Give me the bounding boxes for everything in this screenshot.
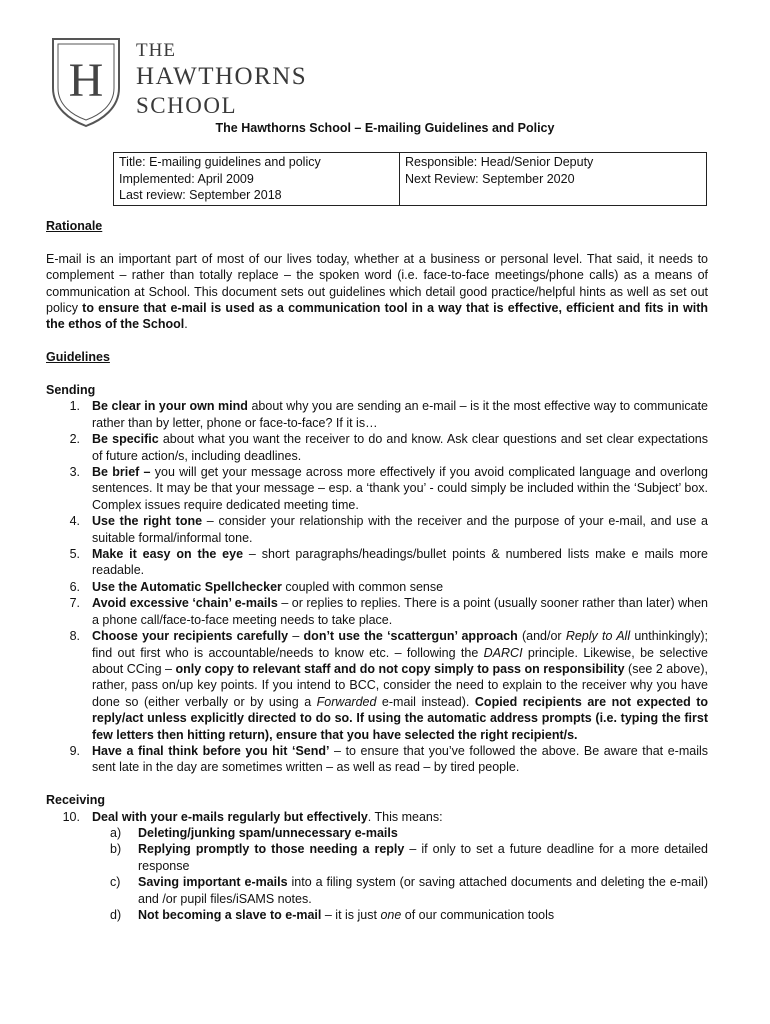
list-item: 6. Use the Automatic Spellchecker coupled with common sense: [69, 579, 444, 594]
list-item: 7. Avoid excessive ‘chain’ e-mails – or replies to replies. There is a point (usually sooner rather than later) when a phone call/face-to-face meeting needs to take place.: [69, 596, 709, 627]
sending-list: [46, 398, 708, 775]
policy-info-table: [113, 152, 707, 206]
school-crest-icon: [50, 36, 122, 128]
rationale-paragraph: [46, 251, 708, 333]
rationale-end: .: [184, 317, 188, 332]
rationale-bold-text: to ensure that e-mail is used as a communication tool in a way that is effective, efficient and fits in with the ethos of the School: [46, 301, 708, 332]
list-item: 4. Use the right tone – consider your relationship with the receiver and the purpose of your e-mail, and use a suitable formal/informal tone.: [69, 514, 708, 545]
crest-letter: H: [68, 54, 104, 107]
school-name-line3: SCHOOL: [136, 93, 238, 118]
receiving-heading: Receiving: [46, 793, 106, 808]
school-name-line2: HAWTHORNS: [136, 63, 308, 90]
document-body: [46, 218, 708, 923]
rationale-heading: Rationale: [46, 219, 103, 233]
list-item: 2. Be specific about what you want the receiver to do and know. Ask clear questions and set clear expectations of future action/s, including deadlines.: [69, 432, 708, 463]
document-title: The Hawthorns School – E-mailing Guidelines and Policy: [215, 121, 555, 135]
list-item: 3. Be brief – you will get your message across more effectively if you avoid complicated language and overlong sentences. It may be that your message – esp. a ‘thank you’ - could simply be included within the ‘Subject’ box. Complex issues require dedicated meeting time.: [69, 465, 708, 512]
receiving-sublist: [92, 825, 708, 923]
school-name-line1: THE: [136, 40, 176, 61]
sending-heading: Sending: [46, 383, 96, 398]
info-implemented: Implemented: April 2009: [119, 171, 254, 186]
info-cell-left: [114, 153, 400, 206]
list-item: 1. Be clear in your own mind about why you are sending an e-mail – is it the most effective way to communicate rather than by letter, phone or face-to-face? If it is…: [69, 399, 708, 430]
sublist-item: a) Deleting/junking spam/unnecessary e-mails: [110, 825, 398, 840]
info-last-review: Last review: September 2018: [119, 188, 282, 202]
sublist-item: b) Replying promptly to those needing a reply – if only to set a future deadline for a more detailed response: [110, 842, 708, 873]
list-item: 8. Choose your recipients carefully – don’t use the ‘scattergun’ approach (and/or Reply to All unthinkingly); find out first who is accountable/needs to know etc. – following the DARCI principle. Likewise, be selective about CCing – only copy to relevant staff and do not copy simply to pass on responsibility (see 2 above), rather, pass on/up key points. If you intend to BCC, consider the need to explain to the receiver why you have done so (either verbally or by using a Forwarded e-mail instead). Copied recipients are not expected to reply/act unless explicitly directed to do so. If using the automatic address prompts (i.e. typing the first few letters then hitting return), ensure that you have selected the right recipient/s.: [69, 629, 709, 742]
guidelines-heading: Guidelines: [46, 350, 110, 365]
info-title: Title: E-mailing guidelines and policy: [119, 155, 321, 169]
sublist-item: d) Not becoming a slave to e-mail – it is just one of our communication tools: [110, 908, 555, 922]
school-name: [136, 40, 396, 119]
list-item: 10. Deal with your e-mails regularly but effectively. This means: a) Deleting/junking spam/unnecessary e-mails b) Replying promptly to those needing a reply – if only to set a future deadline for a more detailed response c) Saving important e-mails into a filing system (or saving attached documents and deleting the e-mail) and /or pupil files/iSAMS notes. d) Not becoming a slave to e-mail – it is just one of our communication tools: [62, 809, 708, 922]
info-responsible: Responsible: Head/Senior Deputy: [405, 155, 594, 169]
info-next-review: Next Review: September 2020: [405, 171, 575, 186]
list-item: 5. Make it easy on the eye – short paragraphs/headings/bullet points & numbered lists make e mails more readable.: [69, 547, 709, 578]
info-cell-right: [400, 153, 707, 206]
sublist-item: c) Saving important e-mails into a filing system (or saving attached documents and deleting the e-mail) and /or pupil files/iSAMS notes.: [110, 875, 708, 906]
list-item: 9. Have a final think before you hit ‘Send’ – to ensure that you’ve followed the above. Be aware that e-mails sent late in the day are sometimes written – as well as read – by tired people.: [69, 743, 708, 775]
rationale-text: E-mail is an important part of most of our lives today, whether at a business or personal level. That said, it needs to complement – rather than totally replace – the spoken word (i.e. face-to-face meetings/phone calls) as a means of communication at School. This document sets out guidelines which detail good practice/helpful hints as well as set out policy: [46, 251, 708, 316]
receiving-list: [46, 809, 708, 924]
